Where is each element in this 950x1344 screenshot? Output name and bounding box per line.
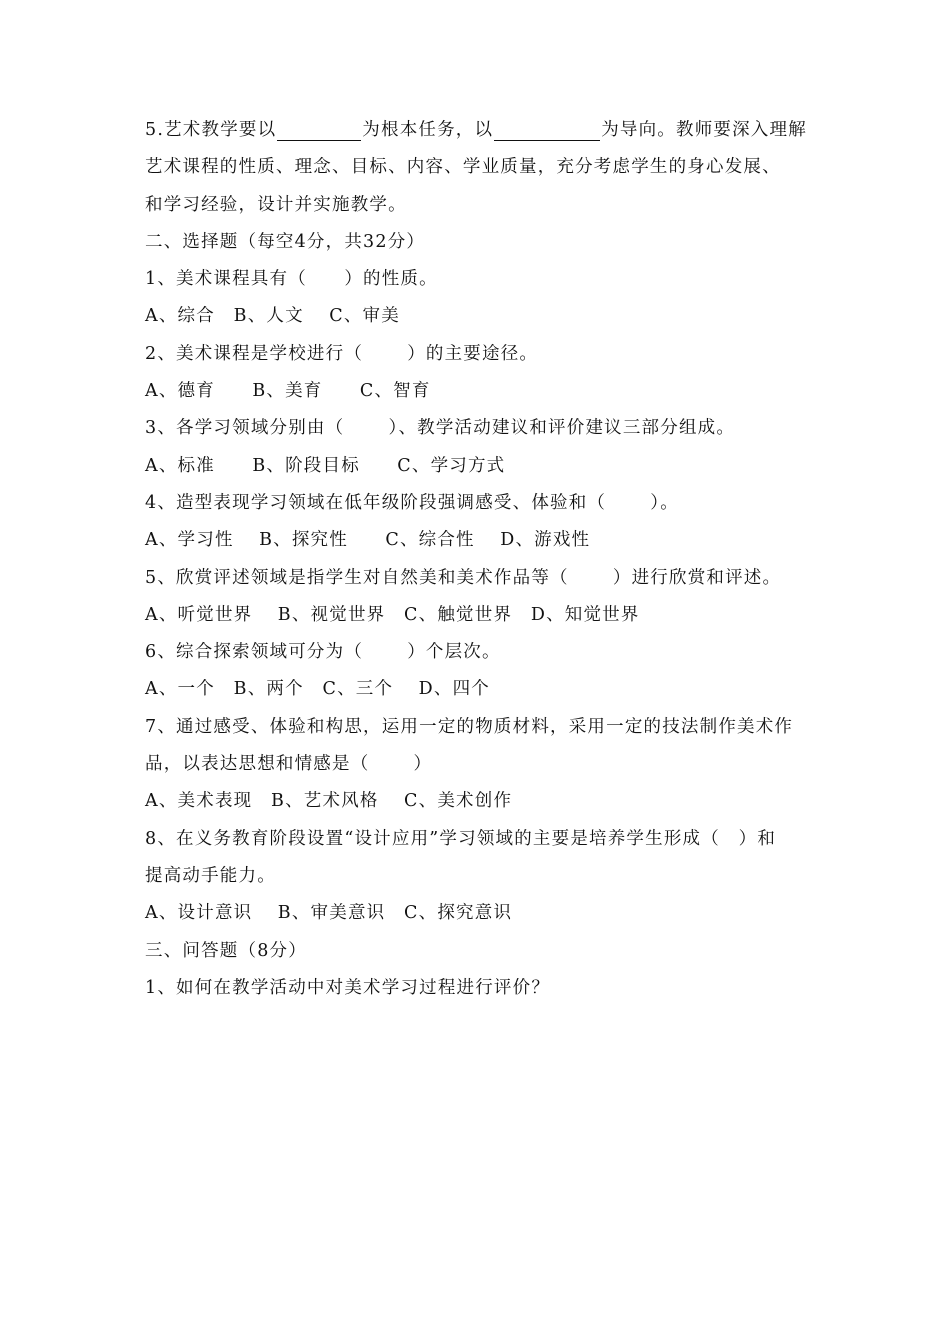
section-3-title: 三、问答题（8分） — [145, 940, 307, 961]
choice-question-6-options: A、一个 B、两个 C、三个 D、四个 — [145, 679, 490, 700]
choice-question-7-options: A、美术表现 B、艺术风格 C、美术创作 — [145, 791, 513, 812]
choice-question-4-stem: 4、造型表现学习领域在低年级阶段强调感受、体验和（ ）。 — [145, 492, 679, 513]
choice-question-7-stem: 7、通过感受、体验和构思，运用一定的物质材料，采用一定的技法制作美术作 — [145, 716, 794, 737]
choice-question-1-stem: 1、美术课程具有（ ）的性质。 — [145, 269, 438, 290]
section-2-title: 二、选择题（每空4分，共32分） — [145, 231, 426, 252]
fill-question-5-line-3: 和学习经验，设计并实施教学。 — [145, 194, 407, 215]
choice-question-8-stem: 8、在义务教育阶段设置“设计应用”学习领域的主要是培养学生形成（ ）和 — [145, 828, 777, 849]
choice-question-6-stem: 6、综合探索领域可分为（ ）个层次。 — [145, 642, 501, 663]
fill-text-part-3: 为导向。教师要深入理解 — [601, 120, 807, 140]
choice-question-3-options: A、标准 B、阶段目标 C、学习方式 — [145, 455, 506, 476]
choice-question-2-stem: 2、美术课程是学校进行（ ）的主要途径。 — [145, 343, 539, 364]
fill-text-part-1: 5.艺术教学要以 — [145, 120, 277, 140]
exam-page — [145, 112, 825, 1007]
choice-question-8-stem-continued: 提高动手能力。 — [145, 865, 276, 886]
fill-text-part-2: 为根本任务，以 — [362, 120, 494, 140]
choice-question-8-options: A、设计意识 B、审美意识 C、探究意识 — [145, 903, 513, 924]
choice-question-4-options: A、学习性 B、探究性 C、综合性 D、游戏性 — [145, 530, 591, 551]
choice-question-2-options: A、德育 B、美育 C、智育 — [145, 381, 431, 402]
fill-blank-2[interactable] — [494, 118, 600, 141]
choice-question-5-options: A、听觉世界 B、视觉世界 C、触觉世界 D、知觉世界 — [145, 604, 640, 625]
choice-question-3-stem: 3、各学习领域分别由（ ）、教学活动建议和评价建议三部分组成。 — [145, 418, 736, 439]
fill-question-5-line-2: 艺术课程的性质、理念、目标、内容、学业质量，充分考虑学生的身心发展、 — [145, 157, 781, 178]
fill-question-5-line-1 — [145, 112, 825, 149]
choice-question-7-stem-continued: 品，以表达思想和情感是（ ） — [145, 754, 433, 775]
essay-question-1: 1、如何在教学活动中对美术学习过程进行评价？ — [145, 977, 551, 998]
choice-question-1-options: A、综合 B、人文 C、审美 — [145, 306, 400, 327]
fill-blank-1[interactable] — [277, 118, 361, 141]
choice-question-5-stem: 5、欣赏评述领域是指学生对自然美和美术作品等（ ）进行欣赏和评述。 — [145, 567, 782, 588]
